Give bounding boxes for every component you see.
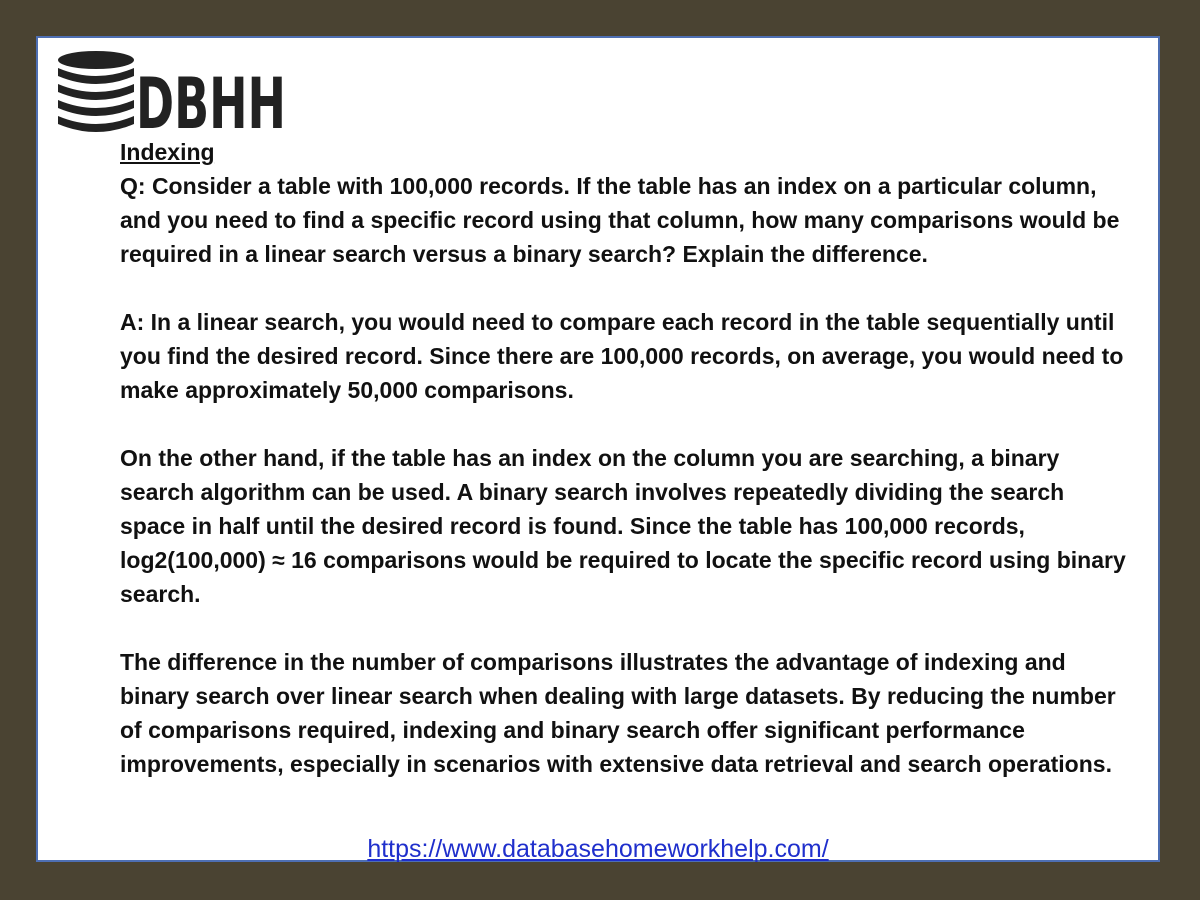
slide-panel [36,36,1160,862]
website-link[interactable]: https://www.databasehomeworkhelp.com/ [367,835,829,863]
database-icon [56,46,291,145]
logo-text: DBHH [136,63,286,145]
answer-binary-text: On the other hand, if the table has an index on the column you are searching, a binary search algorithm can be used. A binary search involves repeatedly dividing the search space in half until the desired record is found. Since the table has 100,000 records, log2(100,000) ≈ 16 comparisons would be required to locate the specific record using binary search. [120,445,1126,607]
section-heading: Indexing [120,139,215,165]
answer-conclusion-text: The difference in the number of comparisons illustrates the advantage of indexing and binary search over linear search when dealing with large datasets. By reducing the number of comparisons required, indexing and binary search offer significant performance improvements, especially in scenarios with extensive data retrieval and search operations. [120,649,1116,777]
site-logo [56,46,291,145]
question-text: Q: Consider a table with 100,000 records. If the table has an index on a particular column, and you need to find a specific record using that column, how many comparisons would be required in a linear search versus a binary search? Explain the difference. [120,173,1120,267]
qa-content [120,135,1130,781]
answer-linear-text: A: In a linear search, you would need to compare each record in the table sequentially until you find the desired record. Since there are 100,000 records, on average, you would need to make approximately 50,000 comparisons. [120,309,1124,403]
question-block [120,135,1130,271]
